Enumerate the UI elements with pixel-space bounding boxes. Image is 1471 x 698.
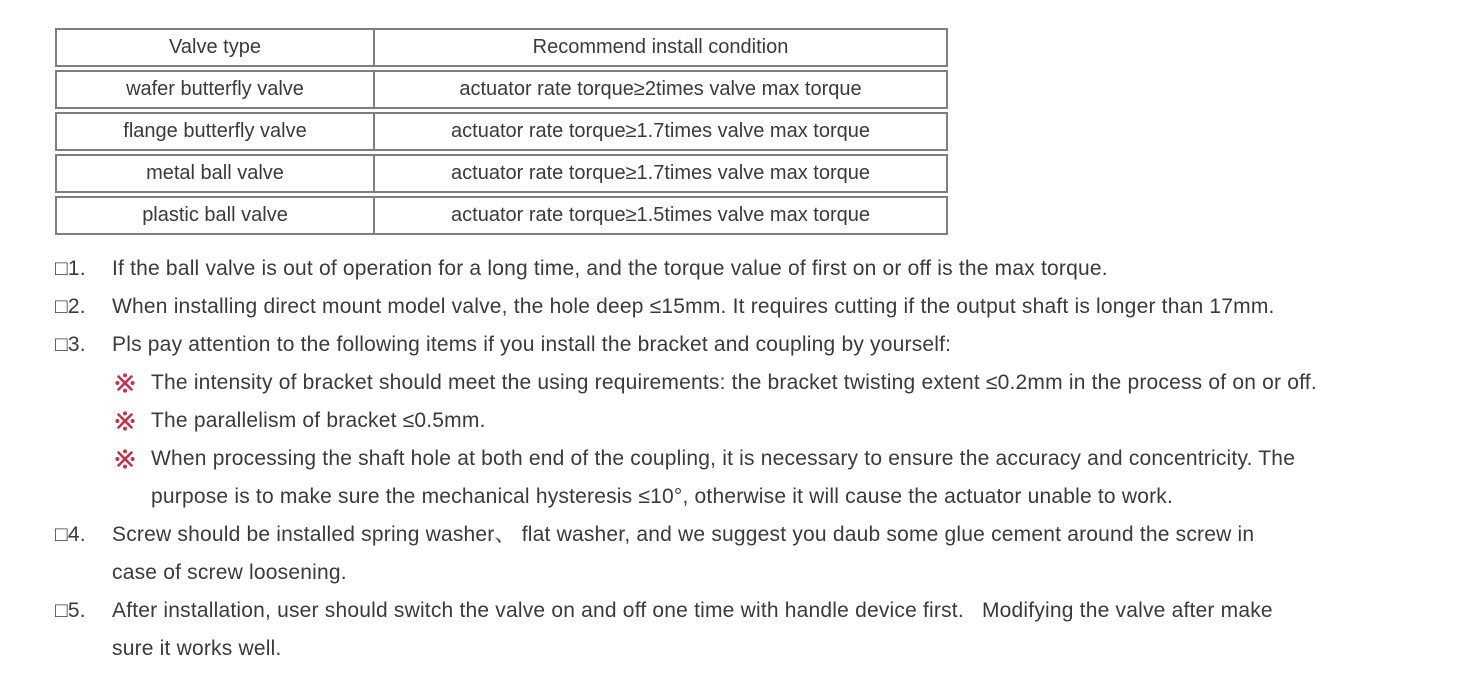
reference-mark-icon xyxy=(115,440,151,478)
note-item-5 xyxy=(55,592,1455,668)
note-text-line: When installing direct mount model valve, the hole deep ≤15mm. It requires cutting if the output shaft is longer than 17mm. xyxy=(112,295,1275,318)
note-text-line: If the ball valve is out of operation for a long time, and the torque value of first on or off is the max torque. xyxy=(112,257,1108,280)
reference-mark-icon xyxy=(115,402,151,440)
header-valve-type: Valve type xyxy=(57,30,375,65)
cell-install-condition: actuator rate torque≥1.5times valve max torque xyxy=(451,204,870,226)
cell-install-condition: actuator rate torque≥2times valve max torque xyxy=(459,78,862,100)
note-item-3 xyxy=(55,326,1455,516)
reference-mark-icon xyxy=(115,364,151,402)
valve-table xyxy=(55,28,948,238)
note-marker: □3. xyxy=(55,333,86,356)
cell-valve-type: plastic ball valve xyxy=(57,198,375,233)
subnote-text-line: When processing the shaft hole at both end of the coupling, it is necessary to ensure the accuracy and concentricity. The xyxy=(151,447,1296,470)
subnotes-list xyxy=(115,364,1455,516)
table-row xyxy=(55,196,948,235)
cell-valve-type: metal ball valve xyxy=(57,156,375,191)
note-item-4 xyxy=(55,516,1455,592)
table-row xyxy=(55,70,948,109)
cell-install-condition: actuator rate torque≥1.7times valve max torque xyxy=(451,120,870,142)
note-text-line: After installation, user should switch the valve on and off one time with handle device first. Modifying the valve after make xyxy=(112,599,1273,622)
subnote-text-line: The parallelism of bracket ≤0.5mm. xyxy=(151,409,486,432)
note-text-line: Pls pay attention to the following items if you install the bracket and coupling by yourself: xyxy=(112,333,952,356)
cell-valve-type: wafer butterfly valve xyxy=(57,72,375,107)
cell-valve-type: flange butterfly valve xyxy=(57,114,375,149)
note-text-line: sure it works well. xyxy=(112,637,282,660)
note-item-1 xyxy=(55,250,1455,288)
subnote-item-1 xyxy=(115,364,1455,402)
header-install-condition: Recommend install condition xyxy=(532,36,789,58)
subnote-text-line: purpose is to make sure the mechanical hysteresis ≤10°, otherwise it will cause the actuator unable to work. xyxy=(151,485,1174,508)
notes-list xyxy=(55,250,1455,668)
cell-install-condition: actuator rate torque≥1.7times valve max torque xyxy=(451,162,870,184)
table-row xyxy=(55,112,948,151)
note-text-line: Screw should be installed spring washer、 flat washer, and we suggest you daub some glue cement around the screw in xyxy=(112,523,1255,546)
table-header-row xyxy=(55,28,948,67)
note-text-line: case of screw loosening. xyxy=(112,561,347,584)
note-marker: □4. xyxy=(55,523,86,546)
note-marker: □5. xyxy=(55,599,86,622)
note-marker: □1. xyxy=(55,257,86,280)
subnote-text-line: The intensity of bracket should meet the using requirements: the bracket twisting extent ≤0.2mm in the process of on or off. xyxy=(151,371,1317,394)
subnote-item-3 xyxy=(115,440,1455,516)
subnote-item-2 xyxy=(115,402,1455,440)
note-item-2 xyxy=(55,288,1455,326)
note-marker: □2. xyxy=(55,295,86,318)
table-row xyxy=(55,154,948,193)
